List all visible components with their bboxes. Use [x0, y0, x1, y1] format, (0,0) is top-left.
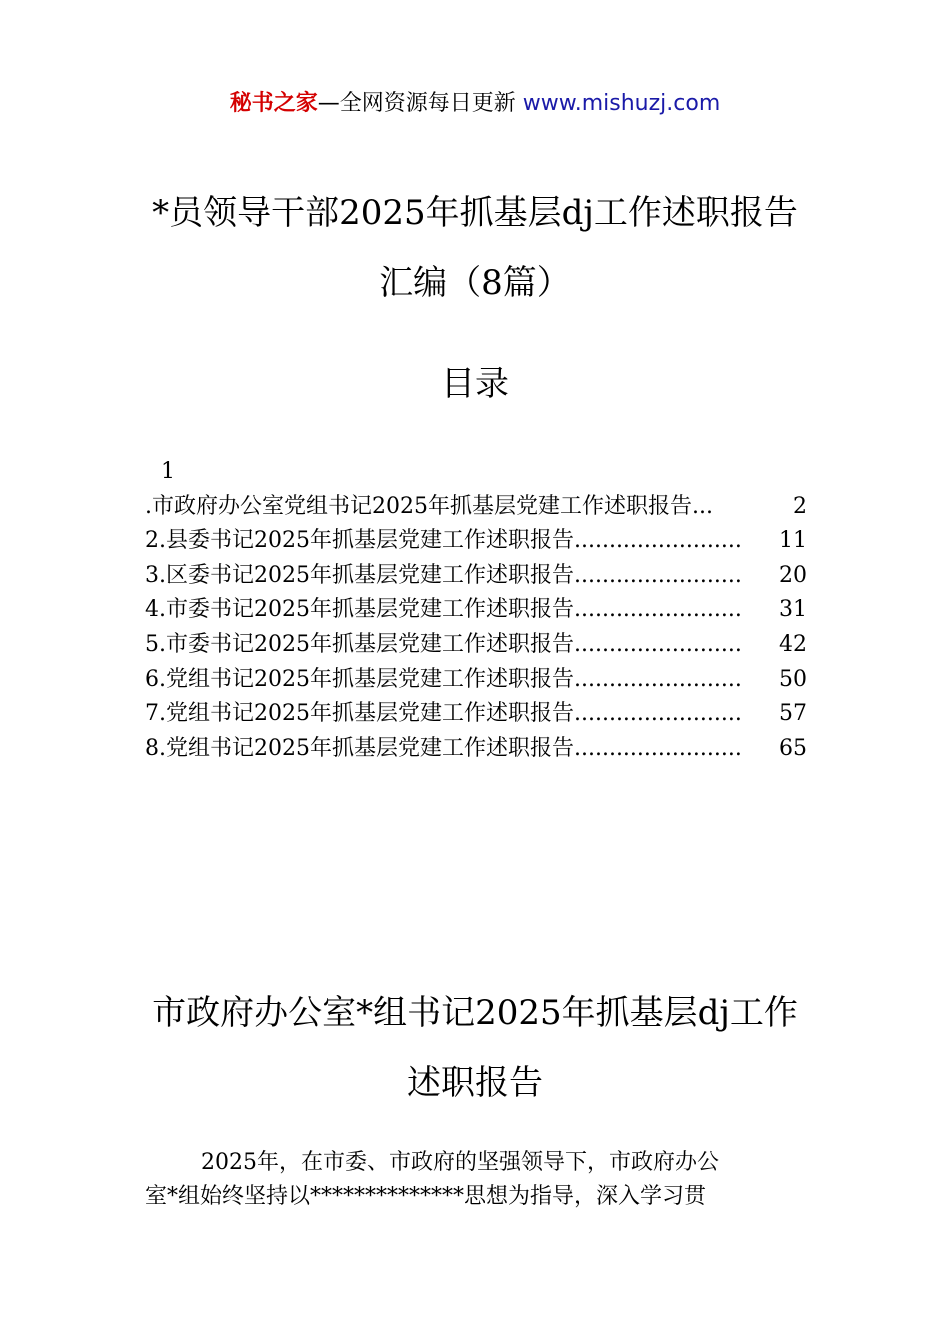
- toc-entry-page: 11: [779, 528, 807, 554]
- toc-entry[interactable]: [145, 524, 807, 559]
- toc-entry[interactable]: [145, 628, 807, 663]
- toc-entry-label: 2.县委书记2025年抓基层党建工作述职报告: [145, 528, 574, 554]
- toc-entry-leader: ...: [691, 493, 713, 519]
- toc-heading: 目录: [441, 364, 509, 404]
- body-paragraph: [145, 1146, 807, 1214]
- toc-entry-page: 42: [779, 631, 807, 657]
- document-title: *员领导干部2025年抓基层dj工作述职报告汇编（8篇）: [152, 193, 798, 303]
- table-of-contents: [145, 455, 807, 766]
- body-paragraph-line: 室*组始终坚持以**************思想为指导，深入学习贯: [145, 1184, 707, 1209]
- toc-entry-label: 3.区委书记2025年抓基层党建工作述职报告: [145, 562, 574, 588]
- toc-entry[interactable]: [145, 490, 807, 525]
- section-title: 市政府办公室*组书记2025年抓基层dj工作述职报告: [152, 993, 798, 1103]
- toc-entry[interactable]: [145, 593, 807, 628]
- banner-tagline: —全网资源每日更新: [317, 91, 523, 116]
- toc-entry-page: 57: [779, 701, 807, 727]
- banner-brand: 秘书之家: [229, 91, 318, 116]
- toc-entry-label: 5.市委书记2025年抓基层党建工作述职报告: [145, 631, 574, 657]
- toc-entry[interactable]: [145, 663, 807, 698]
- toc-entry-label: 8.党组书记2025年抓基层党建工作述职报告: [145, 735, 574, 761]
- toc-entry-leader: ........................: [573, 597, 742, 623]
- toc-entry-leader: ........................: [573, 631, 742, 657]
- toc-entry-page: 50: [779, 666, 807, 692]
- toc-entry-page: 31: [779, 597, 807, 623]
- toc-entry-page: 2: [793, 493, 807, 519]
- toc-entry-label: 7.党组书记2025年抓基层党建工作述职报告: [145, 701, 574, 727]
- toc-entry-label: .市政府办公室党组书记2025年抓基层党建工作述职报告: [145, 493, 692, 519]
- toc-entry-page: 65: [779, 735, 807, 761]
- toc-entry[interactable]: [145, 697, 807, 732]
- toc-entry-page: 20: [779, 562, 807, 588]
- site-banner: [0, 88, 950, 120]
- toc-entry-leader: ........................: [573, 528, 742, 554]
- toc-first-number: 1: [161, 459, 175, 484]
- body-paragraph-line: 2025年，在市委、市政府的坚强领导下，市政府办公: [201, 1150, 719, 1175]
- toc-entry-leader: ........................: [573, 735, 742, 761]
- toc-entry-label: 6.党组书记2025年抓基层党建工作述职报告: [145, 666, 574, 692]
- toc-entry[interactable]: [145, 732, 807, 767]
- toc-entry-leader: ........................: [573, 562, 742, 588]
- toc-entry[interactable]: [145, 559, 807, 594]
- banner-url[interactable]: www.mishuzj.com: [522, 91, 721, 116]
- toc-entry-leader: ........................: [573, 666, 742, 692]
- toc-entry-leader: ........................: [573, 701, 742, 727]
- toc-entry-label: 4.市委书记2025年抓基层党建工作述职报告: [145, 597, 574, 623]
